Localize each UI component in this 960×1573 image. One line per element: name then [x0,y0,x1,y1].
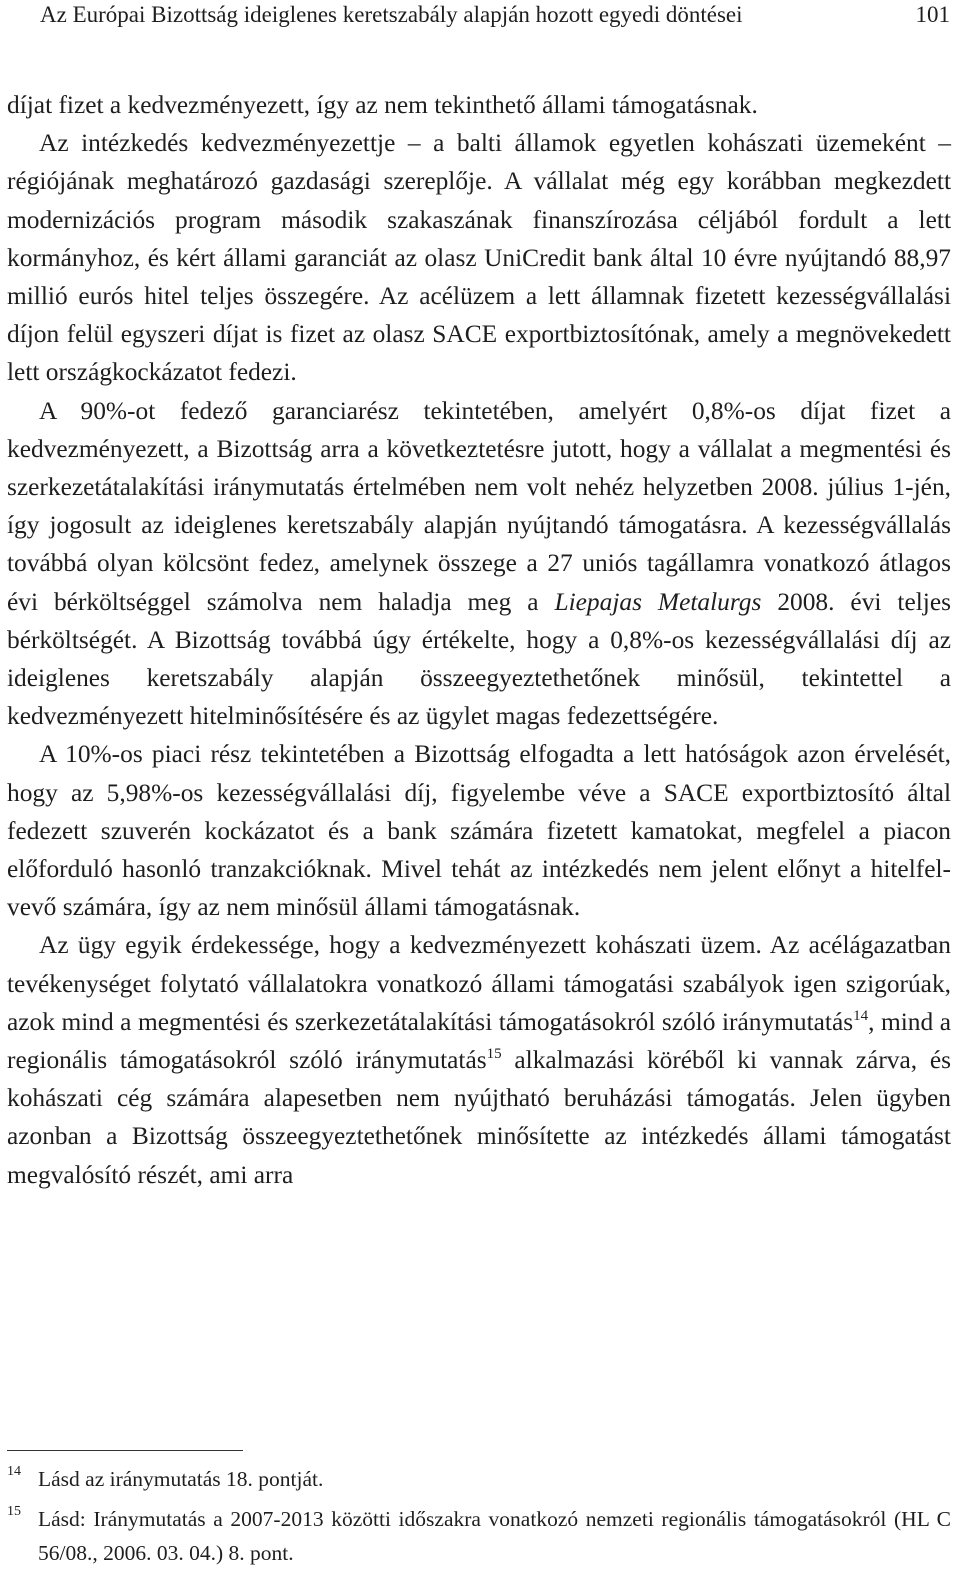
paragraph-text: A 90%-ot fedező garanciarész tekintetében, amelyért 0,8%-os díjat fizet a kedvezményezett, a Bizottság arra a következtetésre jutott, hogy a vállalat a megmentési és szerkezetátalakítási iránymutatás értelmében nem volt nehéz helyzetben 2008. július 1-jén, így jogosult az ideiglenes keretszabály alapján nyújtandó támogatásra. A kezességvállalás továbbá olyan kölcsönt fedez, amelynek összege a 27 uniós tagállamra vonatkozó átlagos évi bérköltséggel számolva nem haladja meg a [7,396,951,616]
paragraph-continued: díjat fizet a kedvezményezett, így az nem tekinthető állami támogatásnak. [7,91,758,119]
paragraph-steel-sector [7,926,951,1193]
paragraph-market-10: A 10%-os piaci rész tekintetében a Bizottság elfogadta a lett hatóságok azon érvelését, hogy az 5,98%-os kezességvállalási díj, figyelembe véve a SACE exportbiztosító által fedezett szuverén kockázatot és a bank számára fizetett kamatokat, megfelel a piacon előforduló hasonló tranzakcióknak. Mivel tehát az intézkedés nem jelent előnyt a hitelfelvevő számára, így az nem minősül állami támogatásnak. [7,740,951,922]
footnote-ref-15[interactable]: 15 [486,1046,502,1063]
footnote-text: Lásd: Iránymutatás a 2007-2013 közötti időszakra vonatkozó nemzeti regionális támogatásokról (HL C 56/08., 2006. 03. 04.) 8. pont. [38,1507,951,1565]
paragraph-guarantee-90 [7,392,951,736]
running-header [40,0,950,30]
paragraph-text: 2008. évi teljes bérköltségét. A Bizottság továbbá úgy értékelte, hogy a 0,8%-os kezességvállalási díj az ideiglenes keretszabály alapján összeegyeztethetőnek minősül, tekintettel a kedvezményezett hitelminősítésére és az ügylet magas fedezettségére. [7,587,951,731]
running-header-title: Az Európai Bizottság ideiglenes keretszabály alapján hozott egyedi döntései [40,2,743,27]
paragraph-text: alkalmazási köréből ki vannak zárva, és kohászati cég számára alapesetben nem nyújtható beruházási támogatás. Jelen ügyben azonban a Bizottság összeegyeztethetőnek minősítette az intézkedés állami támogatást megvalósító részét, ami arra [7,1046,951,1189]
footnotes [7,1462,951,1570]
footnote-mark: 14 [7,1464,21,1479]
body-text [7,86,951,1194]
footnote-mark: 15 [7,1504,21,1519]
paragraph-text: Az ügy egyik érdekessége, hogy a kedvezményezett kohászati üzem. Az acélágazatban tevékenységet folytató vállalatokra vonatkozó állami támogatási szabályok igen szigorúak, azok mind a megmentési és szerkezetátalakítási támogatásokról szóló iránymutatás [7,931,951,1036]
paragraph-text: , mind a regionális támogatásokról szóló iránymutatás [7,1007,951,1075]
footnote-text: Lásd az iránymutatás 18. pontját. [38,1467,324,1491]
page-number: 101 [915,2,950,27]
company-name: Liepajas Metalurgs [554,587,762,616]
footnote-15 [7,1502,951,1570]
paragraph-beneficiary: Az intézkedés kedvezményezettje – a balti államok egyetlen kohászati üzemeként – régiójának meghatározó gazdasági szereplője. A vállalat még egy korábban megkezdett modernizációs program második szakaszának finanszírozása céljából fordult a lett kormányhoz, és kért állami garanciát az olasz UniCredit bank által 10 évre nyújtandó 88,97 millió eurós hitel teljes összegére. Az acélüzem a lett államnak fizetett kezességvállalási díjon felül egyszeri díjat is fizet az olasz SACE exportbiztosítónak, amely a megnövekedett lett országkockázatot fedezi. [7,129,951,387]
footnote-ref-14[interactable]: 14 [853,1007,869,1024]
footnote-divider [7,1450,243,1451]
footnote-14 [7,1462,951,1496]
